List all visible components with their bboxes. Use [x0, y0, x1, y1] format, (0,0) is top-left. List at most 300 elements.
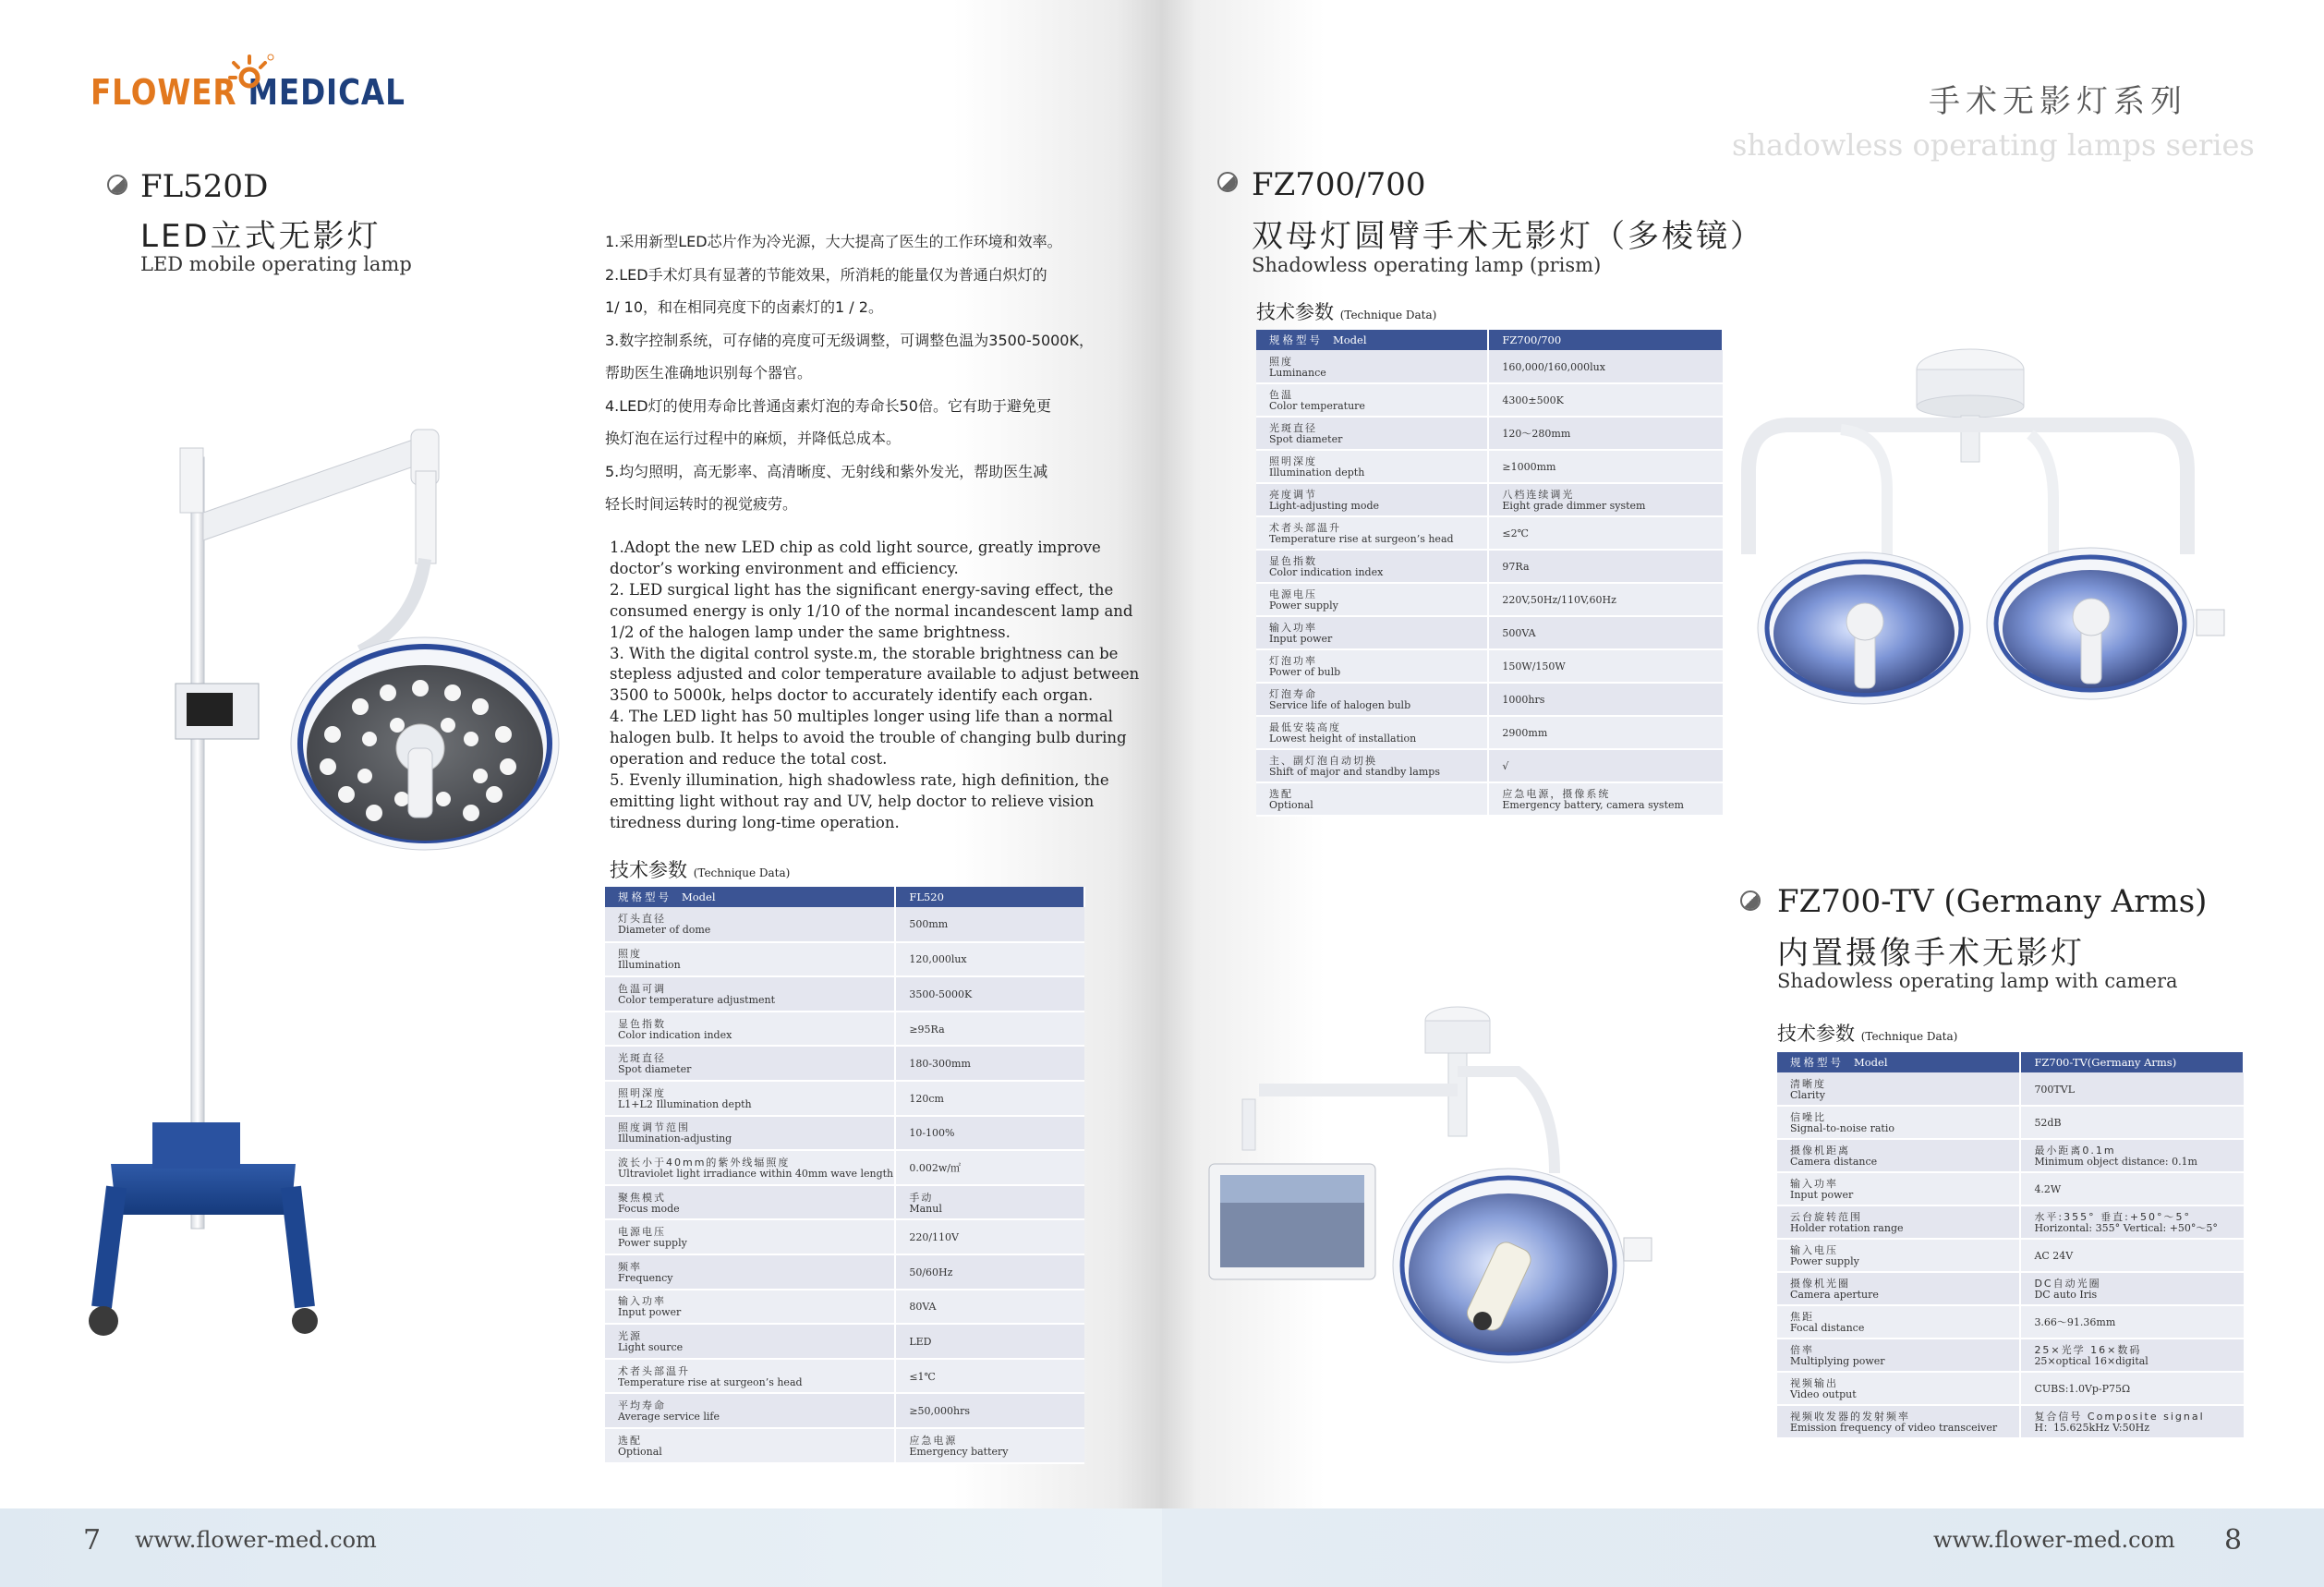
spec-label: [1777, 1139, 2020, 1172]
spec-header-value: FL520: [895, 887, 1084, 907]
spec-value-text: 50/60Hz: [909, 1266, 953, 1278]
spec-label-en: Color indication index: [618, 1028, 732, 1041]
spec-row: [1256, 350, 1723, 383]
feature-en-item: 1.Adopt the new LED chip as cold light source, greatly improve doctor’s working environment and efficiency.: [610, 539, 1101, 577]
spec-value-text: 1000hrs: [1502, 694, 1545, 706]
spec-label-cn: 照度调节范围: [618, 1121, 690, 1134]
spec-row: [605, 1150, 1084, 1185]
spec-label-en: Input power: [1790, 1189, 1854, 1201]
spec-value: [1488, 782, 1723, 816]
spec-label: [1256, 782, 1488, 816]
spec-label-en: Spot diameter: [1269, 433, 1343, 445]
spec-label-en: Ultraviolet light irradiance within 40mm wave length: [618, 1167, 894, 1180]
spec-row: [1256, 649, 1723, 683]
spec-label: [605, 1219, 895, 1254]
spec-label: [605, 907, 895, 942]
spec-row: [605, 1290, 1084, 1325]
spec-value: [1488, 683, 1723, 716]
product1-title-cn: 双母灯圆臂手术无影灯（多棱镜）: [1252, 218, 1764, 255]
spec-row: [1777, 1205, 2244, 1239]
spec-label-cn: 信噪比: [1790, 1111, 1826, 1123]
spec-value-text: 500mm: [909, 918, 949, 931]
series-title-en: shadowless operating lamps series: [1732, 127, 2255, 163]
spec-value-text: 180-300mm: [909, 1058, 971, 1071]
led-mobile-lamp-image: [83, 420, 582, 1363]
spec-row: [1256, 749, 1723, 782]
spec-label-cn: 照度: [1269, 355, 1293, 368]
spec-value: [1488, 616, 1723, 649]
features-cn-list: [605, 225, 1159, 521]
right-page: [1162, 0, 2324, 1587]
spec-value-text: 3500-5000K: [909, 987, 973, 1000]
product2-title-en: Shadowless operating lamp with camera: [1777, 970, 2178, 992]
spec-header-row: [1777, 1052, 2244, 1072]
spec-label: [605, 1150, 895, 1185]
spec-value-text: Eight grade dimmer system: [1502, 500, 1646, 512]
spec-row: [605, 1428, 1084, 1463]
spec-label-cn: 视频输出: [1790, 1377, 1838, 1389]
spec-label-en: Focus mode: [618, 1202, 680, 1215]
spec-label-cn: 光斑直径: [1269, 422, 1317, 434]
spec-label-cn: 输入功率: [618, 1295, 666, 1308]
spec-label: [605, 1116, 895, 1151]
spec-value-text: ≥95Ra: [909, 1023, 945, 1036]
spec-label: [605, 1428, 895, 1463]
spec-value: [2020, 1072, 2244, 1106]
spec-value-cn: DC自动光圈: [2034, 1278, 2101, 1290]
spec-label-cn: 视频收发器的发射频率: [1790, 1411, 1910, 1423]
spec-label-en: Service life of halogen bulb: [1269, 699, 1411, 711]
spec-label-en: Holder rotation range: [1790, 1222, 1904, 1234]
spec-table-fl520: [605, 887, 1085, 1464]
spec-label: [1256, 450, 1488, 483]
spec-label: [1777, 1272, 2020, 1305]
spec-label-en: L1+L2 Illumination depth: [618, 1097, 752, 1110]
spec-label-en: Frequency: [618, 1271, 673, 1284]
spec-header-label: 规格型号 Model: [1777, 1052, 2020, 1072]
spec-value-cn: 手动: [909, 1191, 934, 1204]
spec-row: [1777, 1106, 2244, 1139]
feature-cn-line: 1/ 10，和在相同亮度下的卤素灯的1 / 2。: [605, 298, 883, 316]
spec-value: [2020, 1305, 2244, 1339]
spec-label-en: Optional: [618, 1445, 662, 1458]
spec-value-text: CUBS:1.0Vp-P75Ω: [2034, 1383, 2131, 1395]
spec-value-text: ≥1000mm: [1502, 461, 1556, 473]
spec-table-fz700: [1256, 330, 1724, 817]
spec-label: [1777, 1305, 2020, 1339]
spec-value-text: 25×optical 16×digital: [2034, 1355, 2148, 1367]
spec-label-en: Color temperature: [1269, 400, 1365, 412]
spec-label-cn: 倍率: [1790, 1344, 1814, 1356]
spec-value-text: 500VA: [1502, 627, 1536, 639]
spec-label: [605, 1324, 895, 1359]
spec-value-text: AC 24V: [2034, 1250, 2074, 1262]
spec-row: [1256, 782, 1723, 816]
spec-label-cn: 照明深度: [618, 1086, 666, 1099]
spec-row: [1256, 417, 1723, 450]
spec-label: [1256, 350, 1488, 383]
spec-label-en: Emission frequency of video transceiver: [1790, 1422, 1998, 1434]
spec-label-cn: 输入功率: [1269, 622, 1317, 634]
spec-value-text: ≥50,000hrs: [909, 1405, 971, 1418]
spec-label: [1256, 383, 1488, 417]
spec-value-text: H：15.625kHz V:50Hz: [2034, 1422, 2149, 1434]
spec-header-label: 规格型号 Model: [605, 887, 895, 907]
spec-label-cn: 输入电压: [1790, 1244, 1838, 1256]
spec-label: [1777, 1372, 2020, 1405]
spec-row: [1256, 516, 1723, 550]
spec-label-en: Luminance: [1269, 366, 1326, 379]
spec-label: [605, 1012, 895, 1047]
spec-label-cn: 色温可调: [618, 982, 666, 995]
feature-en-item: 5. Evenly illumination, high shadowless rate, high definition, the emitting light without ray and UV, help doctor to relieve vision tiredness during long-time operation.: [610, 770, 1109, 831]
fz700-lamp-image: [1735, 342, 2307, 721]
spec-value: [895, 942, 1084, 977]
spec-label-en: Illumination-adjusting: [618, 1133, 732, 1145]
spec-value-text: 10-100%: [909, 1127, 955, 1140]
spec-label-cn: 亮度调节: [1269, 489, 1317, 501]
spec-row: [605, 1219, 1084, 1254]
spec-label: [605, 942, 895, 977]
spec-value: [1488, 483, 1723, 516]
feature-en-item: 2. LED surgical light has the significant energy-saving effect, the consumed energy is only 1/10 of the normal incandescent lamp and 1/2 of the halogen lamp under the same brightness.: [610, 580, 1133, 641]
spec-label: [1256, 716, 1488, 749]
spec-label: [605, 1359, 895, 1394]
spec-value: [1488, 749, 1723, 782]
spec-label: [1256, 516, 1488, 550]
spec-value: [2020, 1172, 2244, 1205]
spec-label: [1777, 1172, 2020, 1205]
spec-label-cn: 电源电压: [1269, 588, 1317, 600]
spec-value-text: 120,000lux: [909, 953, 967, 966]
spec-label-en: Lowest height of installation: [1269, 733, 1417, 745]
spec-label-en: Video output: [1790, 1388, 1857, 1400]
spec-value: [895, 1428, 1084, 1463]
product-title-en: LED mobile operating lamp: [140, 253, 412, 275]
spec-value: [895, 907, 1084, 942]
spec-label-en: Light-adjusting mode: [1269, 500, 1379, 512]
product1-title-en: Shadowless operating lamp (prism): [1252, 254, 1602, 276]
product1-model: FZ700/700: [1252, 166, 1426, 203]
spec-value-text: 97Ra: [1502, 561, 1530, 573]
spec-row: [605, 907, 1084, 942]
website-url[interactable]: www.flower-med.com: [135, 1527, 377, 1553]
spec-value: [1488, 716, 1723, 749]
spec-label-en: Color indication index: [1269, 566, 1384, 578]
spec-value-text: DC auto Iris: [2034, 1289, 2098, 1301]
spec-value: [1488, 649, 1723, 683]
spec-label-en: Temperature rise at surgeon’s head: [618, 1375, 803, 1388]
spec-value-cn: 最小距离0.1m: [2034, 1145, 2116, 1157]
spec-row: [605, 1081, 1084, 1116]
spec-label-cn: 清晰度: [1790, 1077, 1826, 1090]
spec-value-cn: 八档连续调光: [1502, 489, 1575, 501]
spec-label: [1777, 1106, 2020, 1139]
spec-label: [1777, 1339, 2020, 1372]
feature-cn-line: 5.均匀照明，高无影率、高清晰度、无射线和紫外发光，帮助医生减: [605, 462, 1048, 480]
feature-cn-line: 轻长时间运转时的视觉疲劳。: [605, 495, 798, 513]
spec-label-cn: 光斑直径: [618, 1052, 666, 1065]
spec-label-en: Light source: [618, 1340, 684, 1353]
spec-label-cn: 显色指数: [1269, 555, 1317, 567]
spec-label-en: Power of bulb: [1269, 666, 1341, 678]
spec-value-text: 52dB: [2034, 1117, 2062, 1129]
spec-label: [605, 1081, 895, 1116]
spec-value: [895, 1290, 1084, 1325]
spec-label-cn: 术者头部温升: [618, 1364, 690, 1377]
spec-value: [1488, 417, 1723, 450]
feature-en-item: 3. With the digital control syste.m, the storable brightness can be stepless adjusted and color temperature available to adjust between 3500 to 5000k, helps doctor to accurately identify each organ.: [610, 644, 1140, 705]
spec-row: [1777, 1072, 2244, 1106]
spec-value-text: 220/110V: [909, 1231, 959, 1244]
spec-label-cn: 摄像机光圈: [1790, 1278, 1850, 1290]
spec-row: [1777, 1272, 2244, 1305]
spec-value: [1488, 383, 1723, 417]
spec-value: [895, 1359, 1084, 1394]
spec-header-value: FZ700/700: [1488, 330, 1723, 350]
spec-row: [605, 976, 1084, 1012]
spec-row: [1256, 583, 1723, 616]
spec-value-text: 220V,50Hz/110V,60Hz: [1502, 594, 1616, 606]
spec-row: [1777, 1172, 2244, 1205]
tech1-title: 技术参数 (Technique Data): [1256, 301, 1437, 323]
feature-cn-line: 2.LED手术灯具有显著的节能效果，所消耗的能量仅为普通白炽灯的: [605, 265, 1047, 284]
spec-value: [1488, 516, 1723, 550]
spec-value: [895, 1185, 1084, 1220]
spec-value-text: 120cm: [909, 1092, 944, 1105]
spec-row: [605, 1359, 1084, 1394]
spec-label-cn: 平均寿命: [618, 1399, 666, 1412]
spec-value-cn: 复合信号 Composite signal: [2034, 1411, 2205, 1423]
spec-value-text: 700TVL: [2034, 1083, 2076, 1096]
spec-value: [1488, 350, 1723, 383]
spec-row: [1256, 383, 1723, 417]
spec-value: [895, 1254, 1084, 1290]
feature-cn-line: 帮助医生准确地识别每个器官。: [605, 364, 813, 382]
spec-value-cn: 水平:355° 垂直:+50°～5°: [2034, 1211, 2192, 1223]
spec-value: [2020, 1272, 2244, 1305]
spec-row: [1256, 716, 1723, 749]
spec-value-cn: 25×光学 16×数码: [2034, 1344, 2142, 1356]
spec-row: [605, 942, 1084, 977]
spec-label-cn: 灯泡功率: [1269, 655, 1317, 667]
spec-header-value: FZ700-TV(Germany Arms): [2020, 1052, 2244, 1072]
spec-value-cn: 应急电源，摄像系统: [1502, 788, 1611, 800]
spec-row: [1256, 483, 1723, 516]
spec-label-en: Camera aperture: [1790, 1289, 1879, 1301]
fz700-tv-lamp-image: [1204, 998, 1721, 1386]
spec-row: [605, 1324, 1084, 1359]
spec-value-text: 160,000/160,000lux: [1502, 360, 1605, 373]
spec-row: [1256, 683, 1723, 716]
spec-value-text: 0.002w/㎡: [909, 1161, 961, 1174]
spec-label-cn: 照明深度: [1269, 455, 1317, 467]
spec-header-row: [1256, 330, 1723, 350]
spec-value-text: 2900mm: [1502, 727, 1548, 739]
spec-label-en: Focal distance: [1790, 1322, 1865, 1334]
spec-label-cn: 色温: [1269, 389, 1293, 401]
spec-value: [2020, 1106, 2244, 1139]
spec-label-cn: 波长小于40mm的紫外线辐照度: [618, 1156, 791, 1169]
spec-label-en: Input power: [618, 1306, 682, 1319]
spec-label-en: Power supply: [618, 1237, 687, 1250]
spec-label: [605, 1046, 895, 1081]
spec-value-text: Horizontal: 355° Vertical: +50°～5°: [2034, 1222, 2218, 1234]
series-title-cn: 手术无影灯系列: [1929, 83, 2187, 120]
spec-row: [1777, 1405, 2244, 1438]
flower-logo-icon: [222, 46, 277, 102]
spec-value-text: √: [1502, 760, 1509, 772]
spec-label: [1256, 550, 1488, 583]
spec-row: [1777, 1139, 2244, 1172]
spec-label: [1777, 1405, 2020, 1438]
spec-row: [605, 1012, 1084, 1047]
spec-row: [1256, 616, 1723, 649]
spec-label-en: Input power: [1269, 633, 1333, 645]
spec-value-cn: 应急电源: [909, 1434, 958, 1447]
spec-value-text: Manul: [909, 1202, 942, 1215]
spec-header-row: [605, 887, 1084, 907]
product-title-cn: LED立式无影灯: [140, 218, 381, 255]
spec-label-en: Power supply: [1269, 600, 1338, 612]
spec-value-text: Minimum object distance: 0.1m: [2034, 1156, 2197, 1168]
spec-label-en: Signal-to-noise ratio: [1790, 1122, 1894, 1134]
spec-label: [605, 1254, 895, 1290]
spec-value-text: ≤2℃: [1502, 527, 1529, 539]
spec-label-en: Temperature rise at surgeon’s head: [1269, 533, 1454, 545]
spec-value: [2020, 1405, 2244, 1438]
page-number: 8: [2224, 1524, 2243, 1557]
spec-value: [895, 1393, 1084, 1428]
spec-value-text: 150W/150W: [1502, 660, 1566, 672]
spec-label-en: Spot diameter: [618, 1063, 692, 1076]
spec-value-text: 80VA: [909, 1301, 937, 1314]
website-url[interactable]: www.flower-med.com: [1933, 1527, 2175, 1553]
spec-value-text: 3.66～91.36mm: [2034, 1316, 2116, 1328]
features-en-list: [610, 538, 1141, 834]
spec-label: [605, 1290, 895, 1325]
spec-label: [1256, 649, 1488, 683]
section-bullet-icon: [107, 175, 127, 195]
feature-cn-line: 3.数字控制系统，可存储的亮度可无级调整，可调整色温为3500-5000K，: [605, 331, 1094, 349]
spec-label-cn: 频率: [618, 1260, 642, 1273]
spec-label-cn: 输入功率: [1790, 1178, 1838, 1190]
spec-value: [2020, 1339, 2244, 1372]
spec-value: [895, 1116, 1084, 1151]
brand-logo: FLOWER MEDICAL: [91, 72, 405, 113]
spec-label-en: Multiplying power: [1790, 1355, 1885, 1367]
spec-label: [1256, 417, 1488, 450]
spec-row: [605, 1116, 1084, 1151]
spec-label-en: Average service life: [618, 1411, 720, 1423]
spec-label: [1777, 1239, 2020, 1272]
spec-value: [895, 1012, 1084, 1047]
spec-value: [1488, 583, 1723, 616]
spec-label-en: Diameter of dome: [618, 924, 711, 937]
spec-label: [1256, 683, 1488, 716]
spec-label-en: Illumination: [618, 959, 681, 972]
spec-value-text: 4300±500K: [1502, 394, 1564, 406]
spec-value: [2020, 1205, 2244, 1239]
spec-row: [1256, 450, 1723, 483]
spec-value: [895, 1219, 1084, 1254]
spec-label-cn: 电源电压: [618, 1226, 666, 1239]
spec-label-en: Power supply: [1790, 1255, 1859, 1267]
section-bullet-icon: [1740, 890, 1761, 911]
spec-label-cn: 选配: [1269, 788, 1293, 800]
spec-row: [1256, 550, 1723, 583]
feature-en-item: 4. The LED light has 50 multiples longer using life than a normal halogen bulb. It helps to avoid the trouble of changing bulb during operation and reduce the total cost.: [610, 708, 1127, 769]
product2-model: FZ700-TV (Germany Arms): [1777, 883, 2208, 920]
spec-value-text: ≤1℃: [909, 1370, 936, 1383]
page-number: 7: [83, 1524, 102, 1557]
spec-label-cn: 主、副灯泡自动切换: [1269, 755, 1377, 767]
spec-table-fz700-tv: [1777, 1052, 2245, 1439]
feature-cn-line: 1.采用新型LED芯片作为冷光源，大大提高了医生的工作环境和效率。: [605, 233, 1062, 250]
spec-label-cn: 最低安装高度: [1269, 721, 1341, 733]
spec-row: [1777, 1305, 2244, 1339]
spec-value-text: 120～280mm: [1502, 428, 1571, 440]
spec-label-cn: 灯泡寿命: [1269, 688, 1317, 700]
spec-label-cn: 摄像机距离: [1790, 1145, 1850, 1157]
product2-title-cn: 内置摄像手术无影灯: [1777, 935, 2085, 972]
spec-value: [1488, 550, 1723, 583]
spec-label-cn: 显色指数: [618, 1017, 666, 1030]
spec-label-en: Camera distance: [1790, 1156, 1878, 1168]
spec-label-cn: 聚焦模式: [618, 1191, 666, 1204]
spec-value-text: Emergency battery, camera system: [1502, 799, 1684, 811]
spec-row: [1777, 1372, 2244, 1405]
spec-label-cn: 术者头部温升: [1269, 522, 1341, 534]
spec-label: [1777, 1205, 2020, 1239]
spec-value: [2020, 1239, 2244, 1272]
spec-label-cn: 光源: [618, 1329, 642, 1342]
tech2-title: 技术参数 (Technique Data): [1777, 1023, 1958, 1045]
spec-value: [1488, 450, 1723, 483]
spec-label: [1256, 616, 1488, 649]
spec-value: [895, 1046, 1084, 1081]
spec-row: [605, 1393, 1084, 1428]
feature-cn-line: 换灯泡在运行过程中的麻烦，并降低总成本。: [605, 430, 902, 447]
spec-label: [1256, 749, 1488, 782]
feature-cn-line: 4.LED灯的使用寿命比普通卤素灯泡的寿命长50倍。它有助于避免更: [605, 396, 1051, 415]
spec-label: [1256, 583, 1488, 616]
spec-label-cn: 照度: [618, 948, 642, 961]
spec-label-en: Shift of major and standby lamps: [1269, 766, 1440, 778]
spec-header-label: 规格型号 Model: [1256, 330, 1488, 350]
tech-data-title: 技术参数 (Technique Data): [610, 859, 791, 881]
spec-value: [895, 1324, 1084, 1359]
spec-value-text: 4.2W: [2034, 1183, 2062, 1195]
spec-label: [1777, 1072, 2020, 1106]
spec-row: [1777, 1239, 2244, 1272]
spec-value: [895, 1150, 1084, 1185]
spec-label-en: Color temperature adjustment: [618, 993, 776, 1006]
spec-value: [895, 1081, 1084, 1116]
spec-label: [605, 1185, 895, 1220]
spec-label-cn: 灯头直径: [618, 913, 666, 926]
spec-value-text: Emergency battery: [909, 1445, 1009, 1458]
spec-label-en: Clarity: [1790, 1088, 1825, 1101]
product-model: FL520D: [140, 168, 269, 205]
spec-label: [1256, 483, 1488, 516]
spec-label-en: Optional: [1269, 799, 1313, 811]
spec-label: [605, 976, 895, 1012]
spec-value: [895, 976, 1084, 1012]
spec-row: [605, 1185, 1084, 1220]
spec-value: [2020, 1372, 2244, 1405]
spec-value: [2020, 1139, 2244, 1172]
